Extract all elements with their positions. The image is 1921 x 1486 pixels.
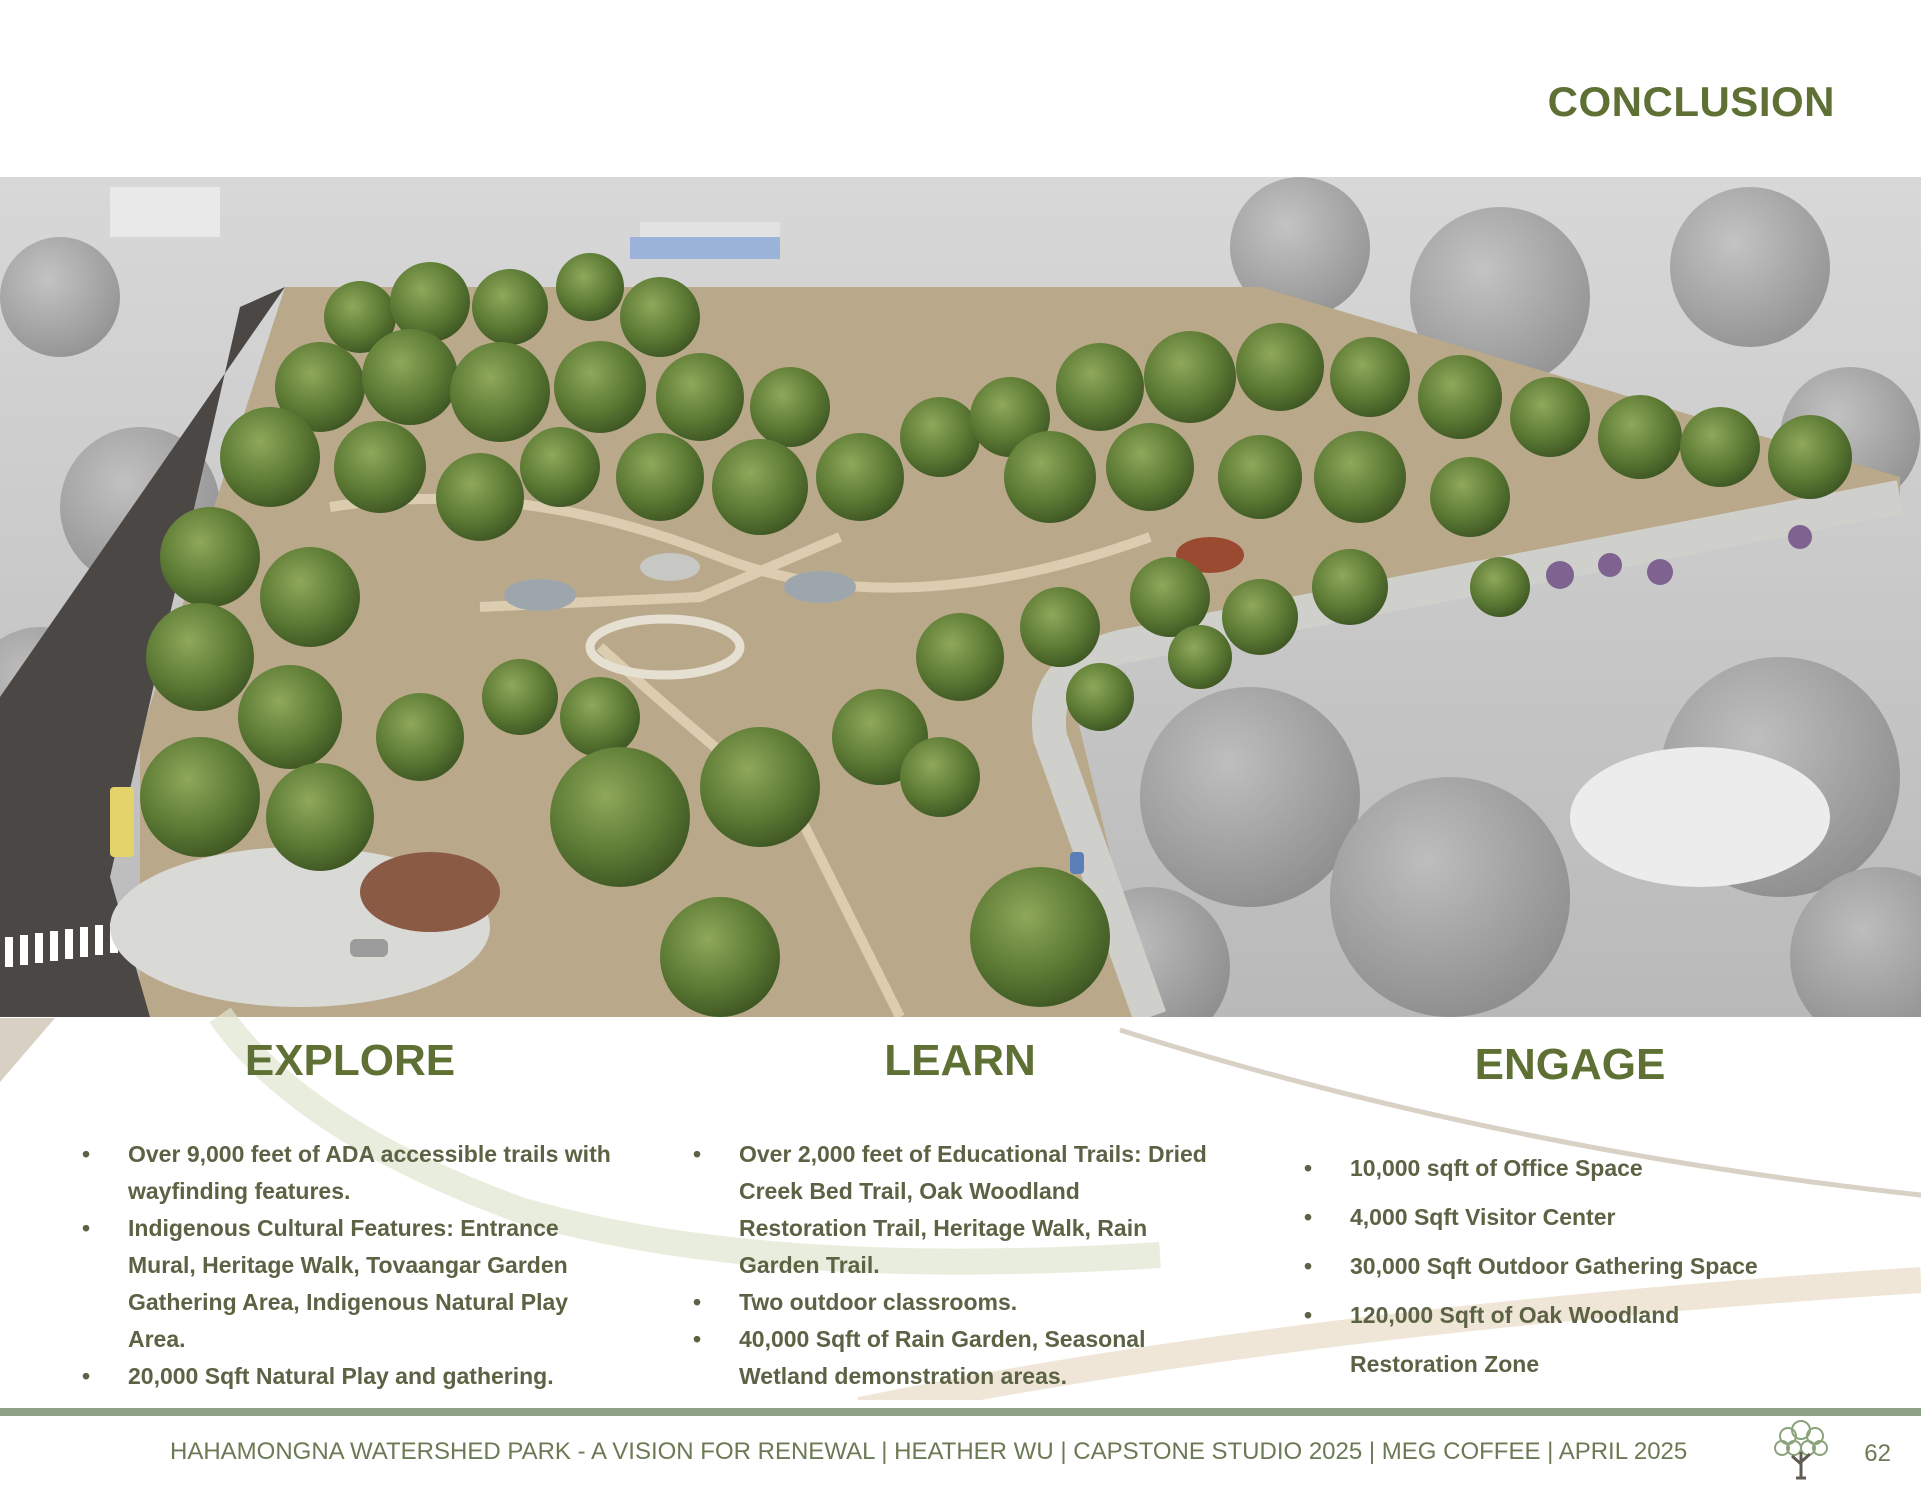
page-title: CONCLUSION — [1547, 78, 1835, 125]
explore-heading: EXPLORE — [244, 1036, 456, 1085]
engage-list — [1304, 1144, 1824, 1389]
explore-list — [82, 1136, 622, 1395]
oak-tree-logo-icon — [1770, 1418, 1832, 1484]
list-item: • 120,000 Sqft of Oak Woodland Restoration Zone — [1304, 1291, 1750, 1389]
learn-list — [693, 1136, 1213, 1395]
list-item: • Over 2,000 feet of Educational Trails: Dried Creek Bed Trail, Oak Woodland Restoration Trail, Heritage Walk, Rain Garden Trail. — [693, 1136, 1213, 1284]
engage-heading: ENGAGE — [1474, 1040, 1666, 1089]
list-item: • 10,000 sqft of Office Space — [1304, 1144, 1824, 1193]
footer-credits: HAHAMONGNA WATERSHED PARK - A VISION FOR RENEWAL | HEATHER WU | CAPSTONE STUDIO 2025 | MEG COFFEE | APRIL 2025 — [170, 1438, 1688, 1465]
learn-heading: LEARN — [884, 1036, 1036, 1085]
list-item: • Indigenous Cultural Features: Entrance Mural, Heritage Walk, Tovaangar Garden Gathering Area, Indigenous Natural Play Area. — [82, 1210, 622, 1358]
list-item: • 30,000 Sqft Outdoor Gathering Space — [1304, 1242, 1824, 1291]
footer-divider — [0, 1408, 1921, 1416]
page-number: 62 — [1864, 1440, 1891, 1467]
aerial-park-rendering — [0, 177, 1921, 1017]
list-item: • Over 9,000 feet of ADA accessible trails with wayfinding features. — [82, 1136, 622, 1210]
list-item: • 20,000 Sqft Natural Play and gathering. — [82, 1358, 622, 1395]
list-item: • 4,000 Sqft Visitor Center — [1304, 1193, 1824, 1242]
list-item: • 40,000 Sqft of Rain Garden, Seasonal Wetland demonstration areas. — [693, 1321, 1213, 1395]
list-item: • Two outdoor classrooms. — [693, 1284, 1213, 1321]
